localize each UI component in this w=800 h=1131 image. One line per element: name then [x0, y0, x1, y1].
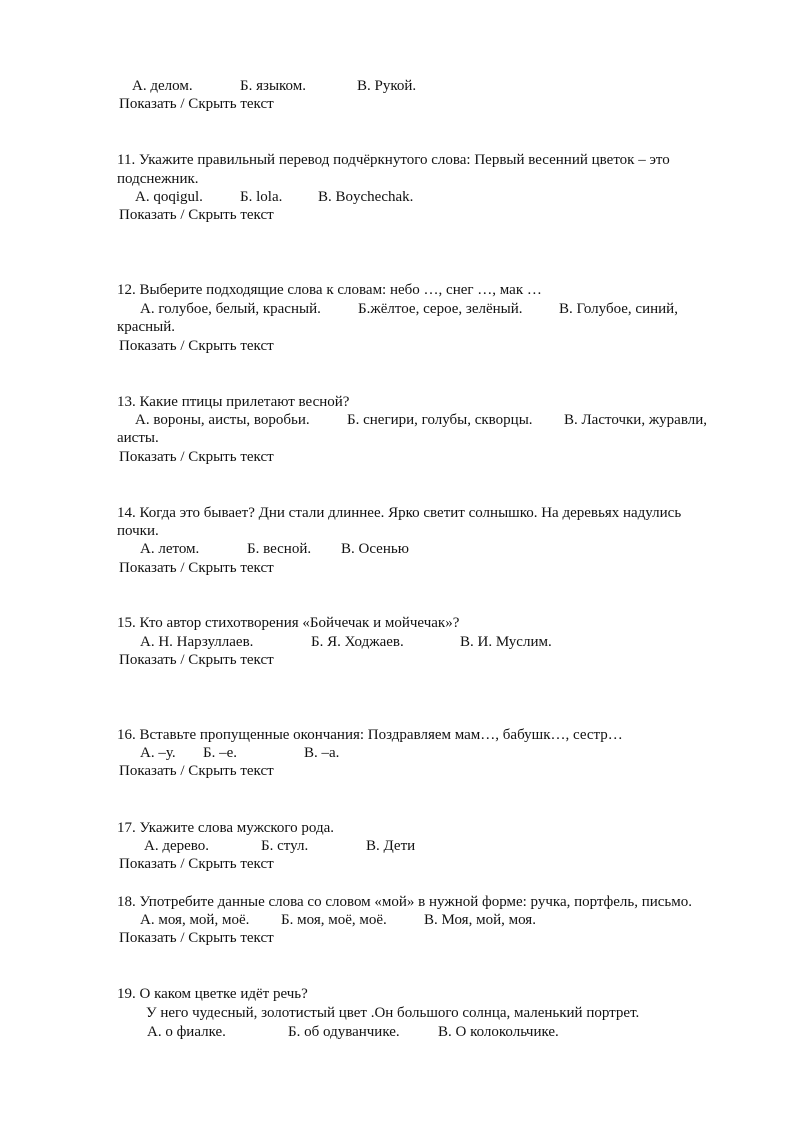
q17-option-c: В. Дети [366, 838, 416, 854]
q19-option-b: Б. об одуванчике. [288, 1024, 400, 1040]
q15-option-a: А. Н. Нарзуллаев. [140, 634, 254, 650]
q13-show-hide-toggle[interactable]: Показать / Скрыть текст [119, 449, 274, 465]
q10-option-b: Б. языком. [240, 78, 306, 94]
q16-text: 16. Вставьте пропущенные окончания: Поздравляем мам…, бабушк…, сестр… [117, 727, 623, 743]
q15-option-c: В. И. Муслим. [460, 634, 552, 650]
q17-show-hide-toggle[interactable]: Показать / Скрыть текст [119, 856, 274, 872]
q18-option-c: В. Моя, мой, моя. [424, 912, 536, 928]
q18-option-b: Б. моя, моё, моё. [281, 912, 387, 928]
q11-option-b: Б. lola. [240, 189, 283, 205]
q14-show-hide-toggle[interactable]: Показать / Скрыть текст [119, 560, 274, 576]
q16-show-hide-toggle[interactable]: Показать / Скрыть текст [119, 763, 274, 779]
q12-option-c-continued: красный. [117, 319, 175, 335]
q10-option-c: В. Рукой. [357, 78, 417, 94]
q18-option-a: А. моя, мой, моё. [140, 912, 250, 928]
q14-option-c: В. Осенью [341, 541, 409, 557]
q19-option-a: А. о фиалке. [147, 1024, 226, 1040]
q10-show-hide-toggle[interactable]: Показать / Скрыть текст [119, 96, 274, 112]
q12-option-c: В. Голубое, синий, [559, 301, 678, 317]
q14-option-b: Б. весной. [247, 541, 312, 557]
q12-option-a: А. голубое, белый, красный. [140, 301, 321, 317]
q15-text: 15. Кто автор стихотворения «Бойчечак и мойчечак»? [117, 615, 460, 631]
q10-option-a: А. делом. [132, 78, 193, 94]
q19-text: 19. О каком цветке идёт речь? [117, 986, 308, 1002]
q13-option-c-continued: аисты. [117, 430, 159, 446]
q14-text-line1: 14. Когда это бывает? Дни стали длиннее. Ярко светит солнышко. На деревьях надулись [117, 505, 682, 521]
q11-option-c: В. Boychechak. [318, 189, 414, 205]
q19-riddle: У него чудесный, золотистый цвет .Он большого солнца, маленький портрет. [146, 1005, 640, 1021]
q17-option-b: Б. стул. [261, 838, 309, 854]
q15-option-b: Б. Я. Ходжаев. [311, 634, 404, 650]
q18-show-hide-toggle[interactable]: Показать / Скрыть текст [119, 930, 274, 946]
q11-show-hide-toggle[interactable]: Показать / Скрыть текст [119, 207, 274, 223]
q16-option-b: Б. –е. [203, 745, 238, 761]
q15-show-hide-toggle[interactable]: Показать / Скрыть текст [119, 652, 274, 668]
q18-text: 18. Употребите данные слова со словом «мой» в нужной форме: ручка, портфель, письмо. [117, 894, 693, 910]
q13-option-a: А. вороны, аисты, воробьи. [135, 412, 310, 428]
q12-option-b: Б.жёлтое, серое, зелёный. [358, 301, 523, 317]
q14-option-a: А. летом. [140, 541, 200, 557]
q12-text: 12. Выберите подходящие слова к словам: небо …, снег …, мак … [117, 282, 542, 298]
q13-option-b: Б. снегири, голубы, скворцы. [347, 412, 533, 428]
q11-text-line1: 11. Укажите правильный перевод подчёркнутого слова: Первый весенний цветок – это [117, 152, 670, 168]
q16-option-a: А. –у. [140, 745, 176, 761]
q11-text-line2: подснежник. [117, 171, 199, 187]
q13-option-c: В. Ласточки, журавли, [564, 412, 707, 428]
q13-text: 13. Какие птицы прилетают весной? [117, 394, 350, 410]
q17-text: 17. Укажите слова мужского рода. [117, 820, 335, 836]
q16-option-c: В. –а. [304, 745, 340, 761]
q19-option-c: В. О колокольчике. [438, 1024, 559, 1040]
q11-option-a: А. qoqigul. [135, 189, 203, 205]
q12-show-hide-toggle[interactable]: Показать / Скрыть текст [119, 338, 274, 354]
q14-text-line2: почки. [117, 523, 159, 539]
q17-option-a: А. дерево. [144, 838, 210, 854]
